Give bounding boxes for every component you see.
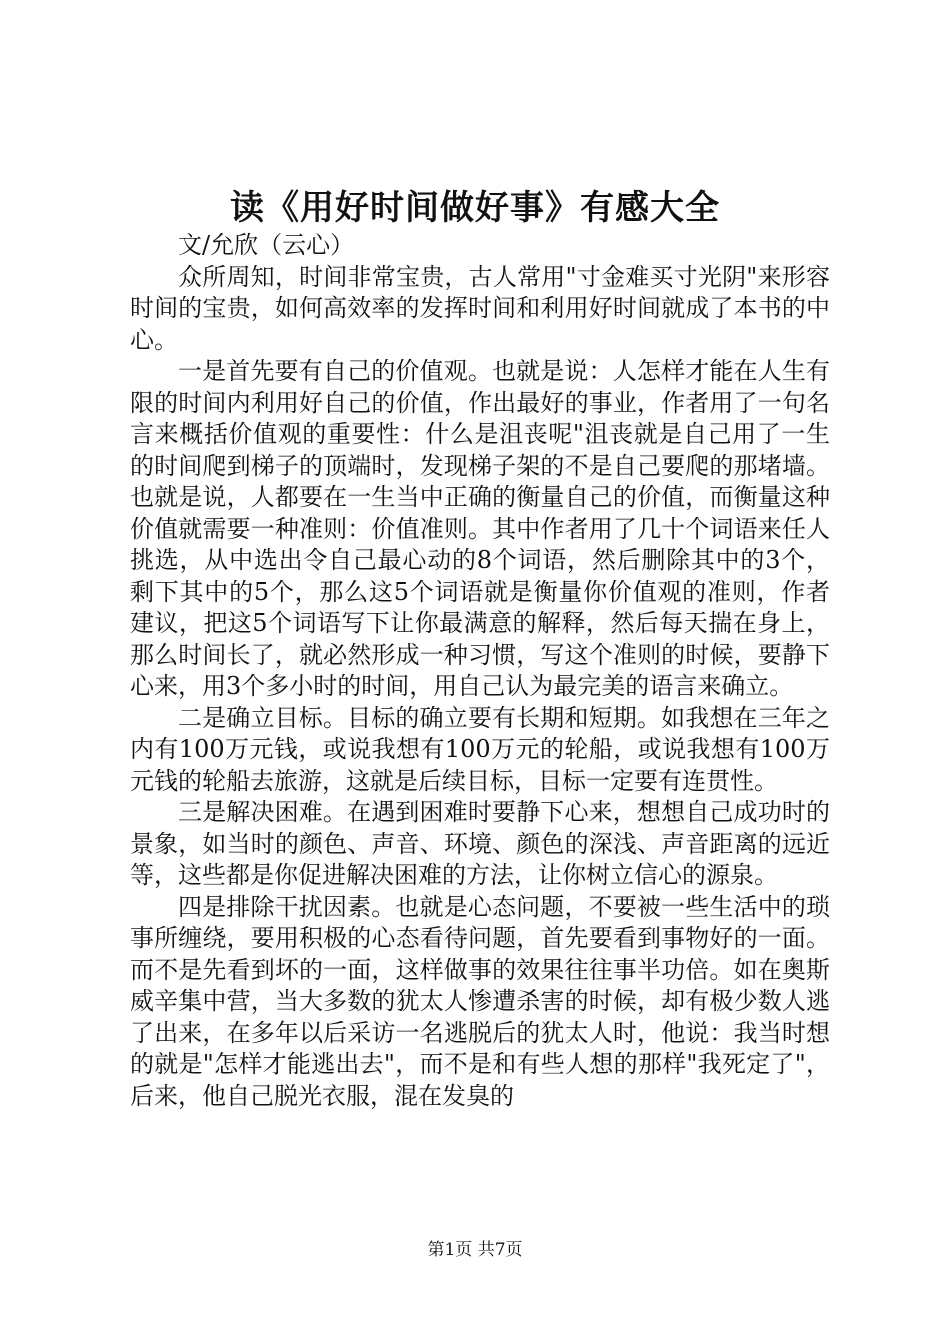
page-title: 读《用好时间做好事》有感大全 xyxy=(230,188,720,228)
page-number: 第1页 共7页 xyxy=(427,1240,523,1260)
paragraph: 四是排除干扰因素。也就是心态问题，不要被一些生活中的琐事所缠绕，要用积极的心态看待问题，首先要看到事物好的一面。而不是先看到坏的一面，这样做事的效果往往事半功倍。如在奥斯威辛集中营，当大多数的犹太人惨遭杀害的时候，却有极少数人逃了出来，在多年以后采访一名逃脱后的犹太人时，他说：我当时想的就是"怎样才能逃出去"，而不是和有些人想的那样"我死定了"，后来，他自己脱光衣服，混在发臭的 xyxy=(130,892,830,1110)
paragraph: 三是解决困难。在遇到困难时要静下心来，想想自己成功时的景象，如当时的颜色、声音、环境、颜色的深浅、声音距离的远近等，这些都是你促进解决困难的方法，让你树立信心的源泉。 xyxy=(130,798,830,889)
document-body xyxy=(130,230,830,1112)
paragraph: 二是确立目标。目标的确立要有长期和短期。如我想在三年之内有100万元钱，或说我想有100万元的轮船，或说我想有100万元钱的轮船去旅游，这就是后续目标，目标一定要有连贯性。 xyxy=(130,703,830,795)
paragraph: 一是首先要有自己的价值观。也就是说：人怎样才能在人生有限的时间内利用好自己的价值，作出最好的事业，作者用了一句名言来概括价值观的重要性：什么是沮丧呢"沮丧就是自己用了一生的时间爬到梯子的顶端时，发现梯子架的不是自己要爬的那堵墙。也就是说，人都要在一生当中正确的衡量自己的价值，而衡量这种价值就需要一种准则：价值准则。其中作者用了几十个词语来任人挑选，从中选出令自己最心动的8个词语，然后删除其中的3个，剩下其中的5个，那么这5个词语就是衡量你价值观的准则，作者建议，把这5个词语写下让你最满意的解释，然后每天揣在身上，那么时间长了，就必然形成一种习惯，写这个准则的时候，要静下心来，用3个多小时的时间，用自己认为最完美的语言来确立。 xyxy=(130,357,830,700)
paragraph: 众所周知，时间非常宝贵，古人常用"寸金难买寸光阴"来形容时间的宝贵，如何高效率的发挥时间和利用好时间就成了本书的中心。 xyxy=(130,262,830,354)
byline: 文/允欣（云心） xyxy=(178,231,355,259)
